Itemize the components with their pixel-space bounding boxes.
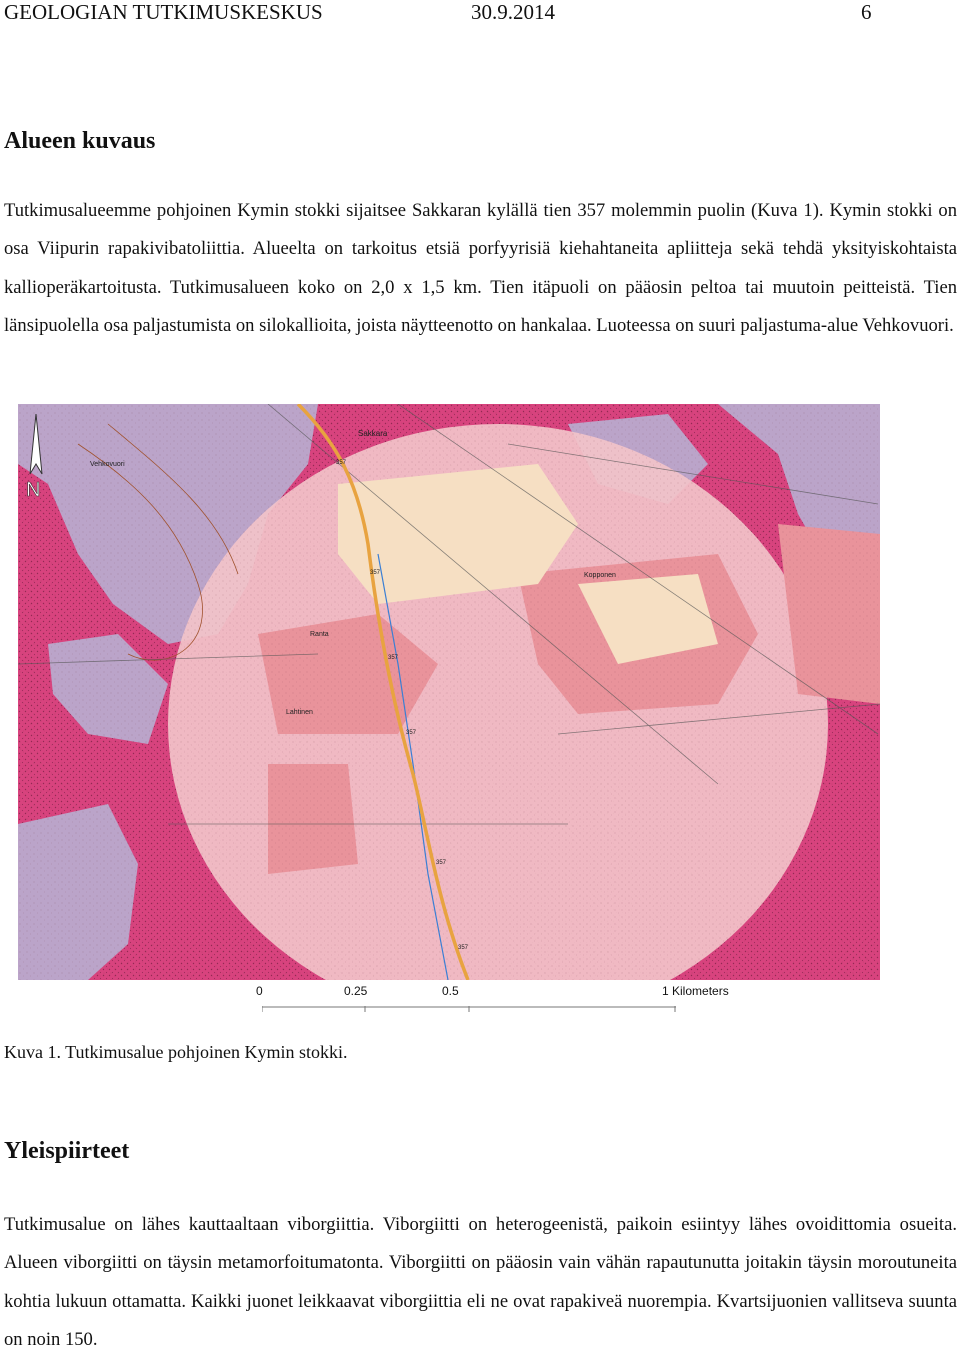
map-canvas xyxy=(18,404,880,980)
road-label: 357 xyxy=(436,860,447,866)
section-heading-alueen-kuvaus: Alueen kuvaus xyxy=(4,128,156,154)
page-number: 6 xyxy=(861,0,872,24)
section-heading-yleispiirteet: Yleispiirteet xyxy=(4,1138,130,1164)
scale-ruler xyxy=(262,1006,676,1012)
header-organization: GEOLOGIAN TUTKIMUSKESKUS xyxy=(4,0,323,24)
map-scale-bar xyxy=(250,982,730,1022)
section-paragraph-yleispiirteet: Tutkimusalue on lähes kauttaaltaan viborgiittia. Viborgiitti on heterogeenistä, paikoin esiintyy lähes ovoidittomia osueita. Alueen viborgiitti on täysin metamorfoitumatonta. Viborgiitti on pääosin vain vähän rapautunutta joitakin täysin moroutuneita kohtia lukuun ottamatta. Kaikki juonet leikkaavat viborgiittia eli ne ovat rapakiveä nuorempia. Kvartsijuonien vallitseva suunta on noin 150. xyxy=(4,1214,957,1351)
scale-label-025: 0.25 xyxy=(344,984,368,998)
header-date: 30.9.2014 xyxy=(471,0,555,24)
map-label-sakkara: Sakkara xyxy=(358,429,388,438)
road-label: 357 xyxy=(388,655,399,661)
scale-label-1km: 1 Kilometers xyxy=(662,984,729,998)
geological-map xyxy=(18,404,880,980)
map-label-kopponen: Kopponen xyxy=(584,572,616,579)
scale-label-05: 0.5 xyxy=(442,984,459,998)
map-label-lahti: Lahtinen xyxy=(286,709,313,716)
map-label-vehkovuori: Vehkovuori xyxy=(90,461,125,468)
section-paragraph-alueen-kuvaus: Tutkimusalueemme pohjoinen Kymin stokki sijaitsee Sakkaran kylällä tien 357 molemmin puolin (Kuva 1). Kymin stokki on osa Viipurin rapakivibatoliittia. Alueelta on tarkoitus etsiä porfyyrisiä kiehahtaneita apliitteja sekä tehdä yksityiskohtaista kallioperäkartoitusta. Tutkimusalueen koko on 2,0 x 1,5 km. Tien itäpuoli on pääosin peltoa tai muutoin peitteistä. Tien länsipuolella osa paljastumista on silokallioita, joista näytteenotto on hankalaa. Luoteessa on suuri paljastuma-alue Vehkovuori. xyxy=(4,200,957,337)
road-label: 357 xyxy=(370,570,381,576)
figure-caption: Kuva 1. Tutkimusalue pohjoinen Kymin stokki. xyxy=(4,1042,348,1062)
road-label: 357 xyxy=(458,945,469,951)
road-label: 357 xyxy=(406,730,417,736)
svg-text:N: N xyxy=(26,479,41,501)
road-label: 357 xyxy=(336,460,347,466)
map-label-ranta: Ranta xyxy=(310,631,329,638)
page-header xyxy=(4,0,956,24)
scale-label-0: 0 xyxy=(256,984,263,998)
